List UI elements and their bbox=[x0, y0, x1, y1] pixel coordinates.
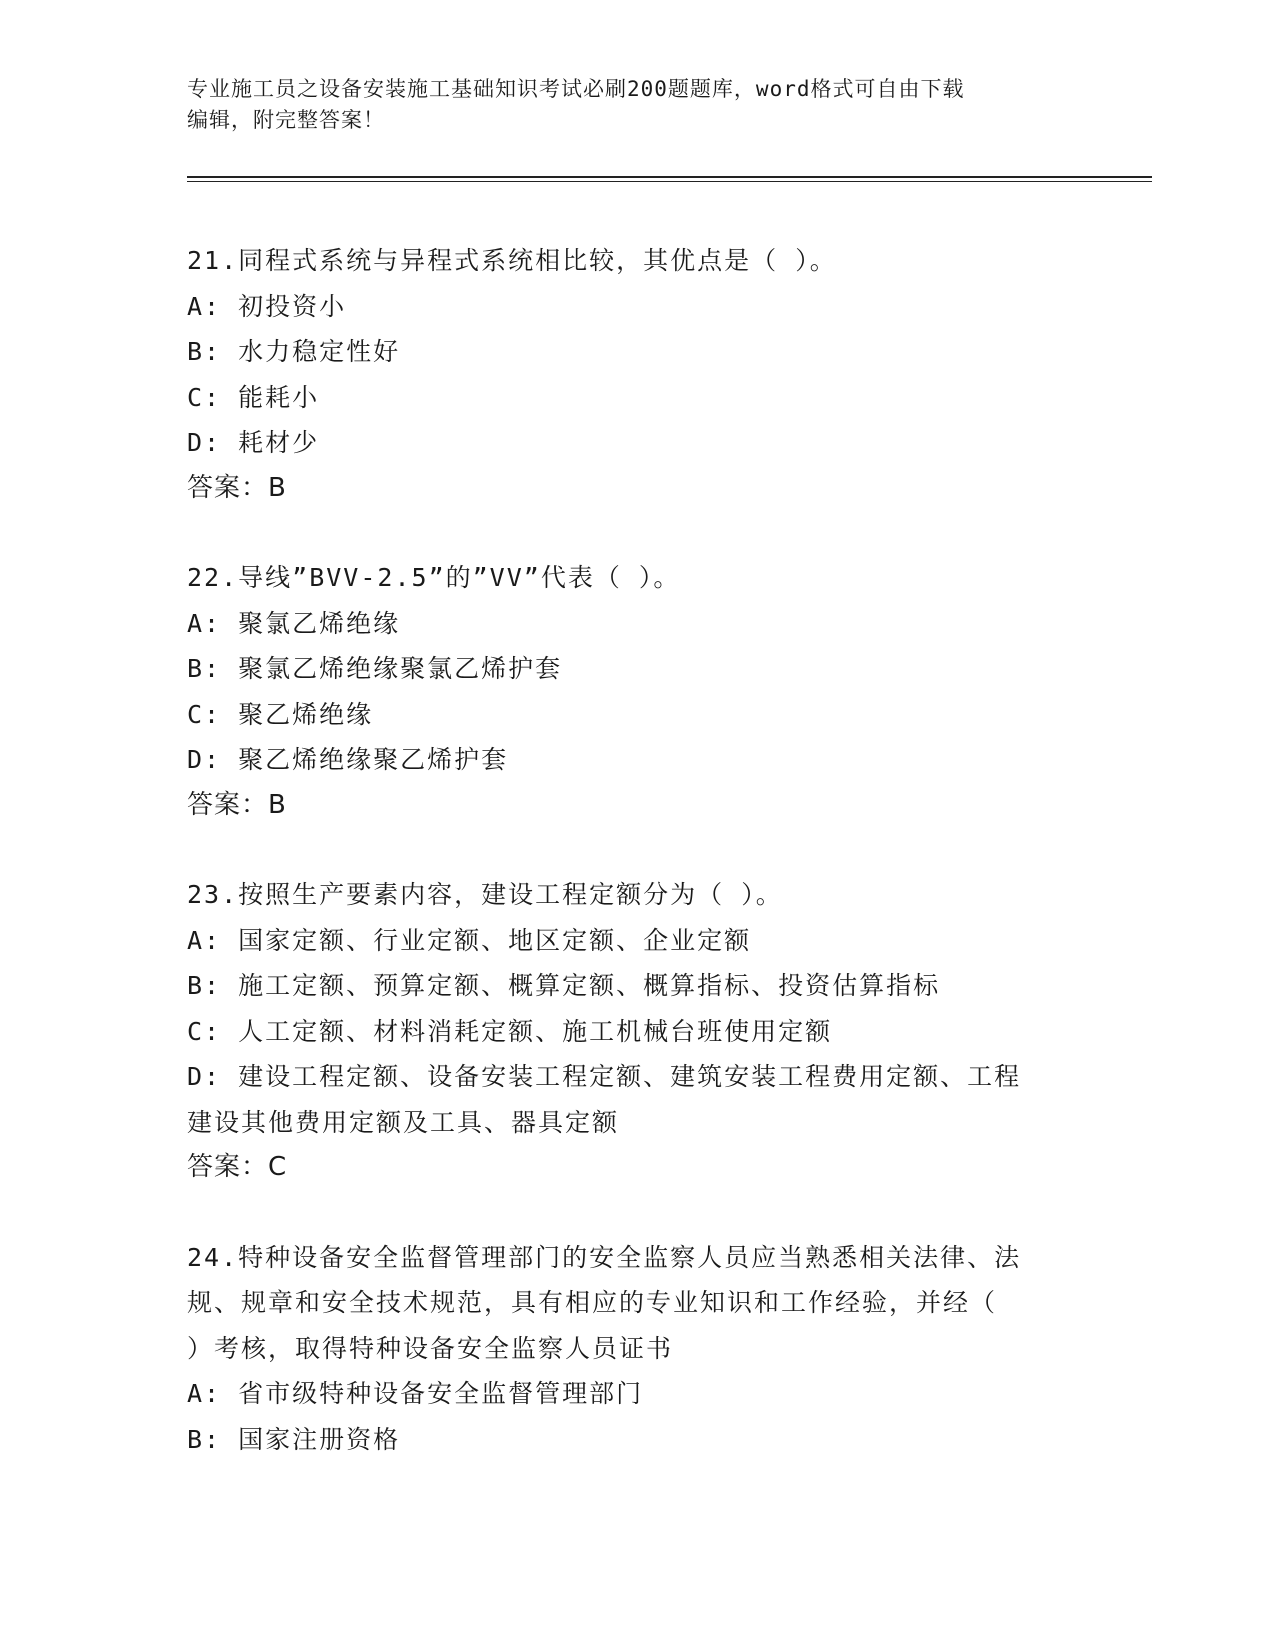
question-23 bbox=[187, 872, 1087, 1191]
question-21 bbox=[187, 238, 1087, 511]
option-c: C: 聚乙烯绝缘 bbox=[187, 699, 374, 729]
question-stem: 23.按照生产要素内容，建设工程定额分为（ ）。 bbox=[187, 880, 783, 909]
option-d: D: 建设工程定额、设备安装工程定额、建筑安装工程费用定额、工程 bbox=[187, 1062, 1022, 1091]
option-a: A: 省市级特种设备安全监督管理部门 bbox=[187, 1379, 644, 1408]
option-c: C: 能耗小 bbox=[187, 382, 320, 412]
question-stem-line-1: 24.特种设备安全监督管理部门的安全监察人员应当熟悉相关法律、法 bbox=[187, 1242, 1022, 1272]
option-a: A: 国家定额、行业定额、地区定额、企业定额 bbox=[187, 925, 752, 955]
option-b: B: 施工定额、预算定额、概算定额、概算指标、投资估算指标 bbox=[187, 971, 941, 1000]
question-stem-line-3: ）考核，取得特种设备安全监察人员证书 bbox=[187, 1333, 674, 1363]
option-a: A: 聚氯乙烯绝缘 bbox=[187, 608, 401, 638]
question-stem: 22.导线”BVV-2.5”的”VV”代表（ ）。 bbox=[187, 563, 681, 592]
question-24 bbox=[187, 1235, 1087, 1463]
answer-label: 答案：B bbox=[187, 472, 287, 503]
header-divider-thick bbox=[187, 176, 1152, 178]
option-a: A: 初投资小 bbox=[187, 291, 347, 321]
header-title-line-2: 编辑，附完整答案！ bbox=[187, 108, 385, 132]
document-header bbox=[187, 74, 1067, 136]
option-d-continued: 建设其他费用定额及工具、器具定额 bbox=[187, 1107, 620, 1137]
option-d: D: 耗材少 bbox=[187, 428, 320, 457]
option-b: B: 水力稳定性好 bbox=[187, 337, 401, 366]
answer-label: 答案：B bbox=[187, 789, 287, 820]
question-stem: 21.同程式系统与异程式系统相比较，其优点是（ ）。 bbox=[187, 246, 837, 275]
option-c: C: 人工定额、材料消耗定额、施工机械台班使用定额 bbox=[187, 1016, 833, 1046]
answer-label: 答案：C bbox=[187, 1152, 288, 1182]
question-22 bbox=[187, 555, 1087, 828]
question-stem-line-2: 规、规章和安全技术规范，具有相应的专业知识和工作经验，并经（ bbox=[187, 1288, 998, 1317]
header-title-line-1: 专业施工员之设备安装施工基础知识考试必刷200题题库，word格式可自由下载 bbox=[187, 77, 965, 101]
option-d: D: 聚乙烯绝缘聚乙烯护套 bbox=[187, 745, 509, 774]
option-b: B: 国家注册资格 bbox=[187, 1424, 401, 1454]
header-divider-thin bbox=[187, 181, 1152, 182]
question-list bbox=[187, 238, 1087, 1506]
option-b: B: 聚氯乙烯绝缘聚氯乙烯护套 bbox=[187, 654, 563, 683]
